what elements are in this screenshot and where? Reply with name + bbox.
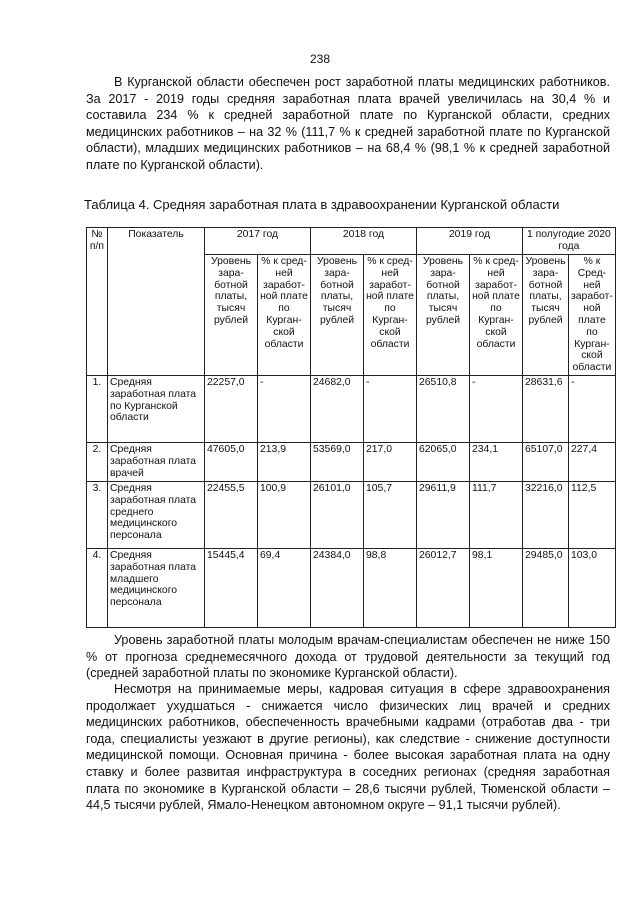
header-num: № п/п — [87, 228, 108, 376]
cell-value: 98,1 — [470, 549, 523, 628]
table-row — [87, 549, 616, 628]
cell-value: 234,1 — [470, 443, 523, 482]
cell-value: 29485,0 — [523, 549, 569, 628]
row-label: Средняя заработная плата по Курганской области — [108, 376, 205, 443]
table-row — [87, 443, 616, 482]
cell-value: - — [569, 376, 616, 443]
cell-value: 24682,0 — [311, 376, 364, 443]
cell-value: 111,7 — [470, 482, 523, 549]
cell-value: 217,0 — [364, 443, 417, 482]
cell-value: 227,4 — [569, 443, 616, 482]
header-year: 2019 год — [417, 228, 523, 255]
header-year: 2018 год — [311, 228, 417, 255]
salary-table — [86, 227, 616, 628]
cell-value: 98,8 — [364, 549, 417, 628]
row-num: 3. — [87, 482, 108, 549]
header-year: 2017 год — [205, 228, 311, 255]
cell-value: - — [364, 376, 417, 443]
page-number: 238 — [309, 52, 331, 66]
header-indicator: Показатель — [108, 228, 205, 376]
cell-value: 65107,0 — [523, 443, 569, 482]
cell-value: - — [258, 376, 311, 443]
row-num: 1. — [87, 376, 108, 443]
cell-value: 24384,0 — [311, 549, 364, 628]
cell-value: 15445,4 — [205, 549, 258, 628]
cell-value: 112,5 — [569, 482, 616, 549]
cell-value: 26012,7 — [417, 549, 470, 628]
table-row — [87, 482, 616, 549]
cell-value: - — [470, 376, 523, 443]
row-label: Средняя заработная плата среднего медицинского персонала — [108, 482, 205, 549]
cell-value: 53569,0 — [311, 443, 364, 482]
header-year: 1 полугодие 2020 года — [523, 228, 616, 255]
subheader-percent: % к сред-ней заработ-ной плате по Курган-ской области — [364, 255, 417, 376]
cell-value: 32216,0 — [523, 482, 569, 549]
row-label: Средняя заработная плата врачей — [108, 443, 205, 482]
row-num: 4. — [87, 549, 108, 628]
cell-value: 26510,8 — [417, 376, 470, 443]
cell-value: 47605,0 — [205, 443, 258, 482]
cell-value: 22455,5 — [205, 482, 258, 549]
table-row — [87, 376, 616, 443]
table-caption: Таблица 4. Средняя заработная плата в здравоохранении Курганской области — [84, 197, 560, 212]
cell-value: 105,7 — [364, 482, 417, 549]
subheader-level: Уровень зара-ботной платы, тысяч рублей — [205, 255, 258, 376]
cell-value: 100,9 — [258, 482, 311, 549]
intro-paragraph: В Курганской области обеспечен рост заработной платы медицинских работников. За 2017 - 2019 годы средняя заработная плата врачей увеличилась на 30,4 % и составила 234 % к средней заработной плате по Курганской области, средних медицинских работников – на 32 % (111,7 % к средней заработной плате по Курганской области), младших медицинских работников – на 68,4 % (98,1 % к средней заработной плате по Курганской области). — [86, 75, 610, 172]
young-doctors-paragraph: Уровень заработной платы молодым врачам-специалистам обеспечен не ниже 150 % от прогноза среднемесячного дохода от трудовой деятельности за текущий год (средней заработной платы по экономике Курганской области). — [86, 633, 610, 681]
subheader-level: Уровень зара-ботной платы, тысяч рублей — [311, 255, 364, 376]
cell-value: 22257,0 — [205, 376, 258, 443]
cell-value: 29611,9 — [417, 482, 470, 549]
cell-value: 26101,0 — [311, 482, 364, 549]
subheader-level: Уровень зара-ботной платы, тысяч рублей — [523, 255, 569, 376]
subheader-percent: % к сред-ней заработ-ной плате по Курган-ской области — [258, 255, 311, 376]
table-header-row — [87, 228, 616, 255]
cell-value: 213,9 — [258, 443, 311, 482]
row-label: Средняя заработная плата младшего медицинского персонала — [108, 549, 205, 628]
subheader-percent: % к Сред-ней заработ-ной плате по Курган-ской области — [569, 255, 616, 376]
row-num: 2. — [87, 443, 108, 482]
cell-value: 62065,0 — [417, 443, 470, 482]
subheader-level: Уровень зара-ботной платы, тысяч рублей — [417, 255, 470, 376]
cell-value: 28631,6 — [523, 376, 569, 443]
subheader-percent: % к сред-ней заработ-ной плате по Курган-ской области — [470, 255, 523, 376]
cell-value: 103,0 — [569, 549, 616, 628]
cell-value: 69,4 — [258, 549, 311, 628]
staffing-paragraph: Несмотря на принимаемые меры, кадровая ситуация в сфере здравоохранения продолжает ухудшаться - снижается число физических лиц врачей и средних медицинских работников, обеспеченность врачебными кадрами (отработав два - три года, специалисты уезжают в другие регионы), как следствие - снижение доступности медицинской помощи. Основная причина - более высокая заработная плата на одну ставку и более развитая инфраструктура в соседних регионах (средняя заработная плата по экономике в Курганской области – 28,6 тысячи рублей, Тюменской области – 44,5 тысячи рублей, Ямало-Ненецком автономном округе – 91,1 тысячи рублей). — [86, 682, 610, 813]
